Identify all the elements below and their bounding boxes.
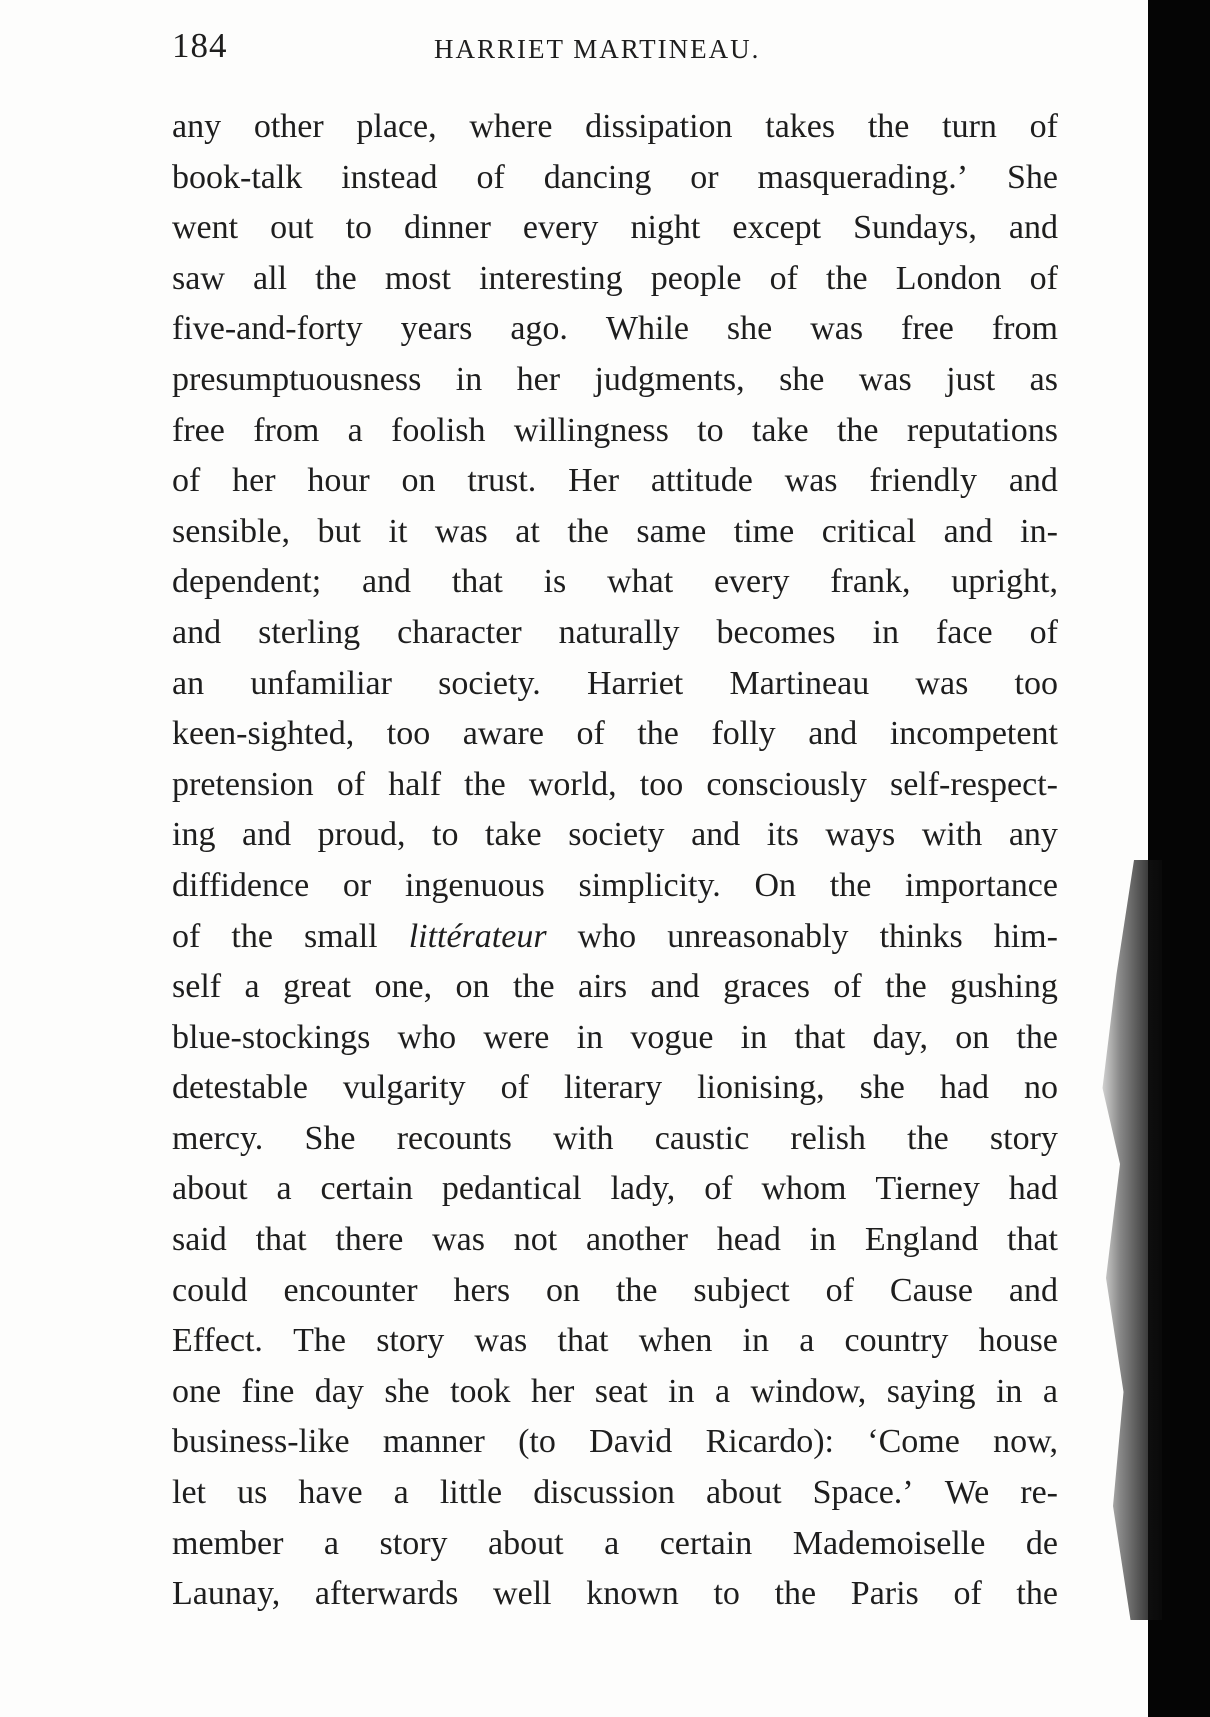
text-line: of the small littérateur who unreasonably thinks him- — [172, 917, 1058, 955]
page-number: 184 — [172, 26, 228, 65]
text-line: of her hour on trust. Her attitude was friendly and — [172, 462, 1058, 500]
text-line: business-like manner (to David Ricardo): ‘Come now, — [172, 1423, 1058, 1461]
scan-edge-fringe — [1092, 860, 1162, 1620]
text-line: about a certain pedantical lady, of whom Tierney had — [172, 1170, 1058, 1208]
text-line: sensible, but it was at the same time critical and in- — [172, 512, 1058, 550]
text-line: blue-stockings who were in vogue in that day, on the — [172, 1018, 1058, 1056]
text-line: diffidence or ingenuous simplicity. On the importance — [172, 866, 1058, 904]
text-line: said that there was not another head in England that — [172, 1221, 1058, 1259]
text-line: ing and proud, to take society and its ways with any — [172, 816, 1058, 854]
text-line: let us have a little discussion about Space.’ We re- — [172, 1474, 1058, 1512]
text-line: member a story about a certain Mademoiselle de — [172, 1524, 1058, 1562]
text-line: Launay, afterwards well known to the Paris of the — [172, 1575, 1058, 1613]
running-head: HARRIET MARTINEAU. — [434, 34, 761, 64]
text-line: book-talk instead of dancing or masquerading.’ She — [172, 158, 1058, 196]
text-line: keen-sighted, too aware of the folly and incompetent — [172, 715, 1058, 753]
body-text — [172, 102, 1058, 1620]
text-line: Effect. The story was that when in a country house — [172, 1322, 1058, 1360]
text-line: detestable vulgarity of literary lionising, she had no — [172, 1069, 1058, 1107]
text-line: five-and-forty years ago. While she was free from — [172, 310, 1058, 348]
italic-word: littérateur — [408, 917, 547, 955]
text-line: presumptuousness in her judgments, she was just as — [172, 360, 1058, 398]
text-line: one fine day she took her seat in a window, saying in a — [172, 1372, 1058, 1410]
text-line: went out to dinner every night except Sundays, and — [172, 209, 1058, 247]
text-line: an unfamiliar society. Harriet Martineau was too — [172, 664, 1058, 702]
text-line: free from a foolish willingness to take the reputations — [172, 411, 1058, 449]
text-line: dependent; and that is what every frank, upright, — [172, 563, 1058, 601]
text-line: mercy. She recounts with caustic relish the story — [172, 1119, 1058, 1157]
text-line: could encounter hers on the subject of Cause and — [172, 1271, 1058, 1309]
text-line: any other place, where dissipation takes the turn of — [172, 108, 1058, 145]
text-line: and sterling character naturally becomes in face of — [172, 613, 1058, 651]
page-header — [172, 26, 1058, 78]
text-line: saw all the most interesting people of the London of — [172, 259, 1058, 297]
text-line: pretension of half the world, too consciously self-respect- — [172, 765, 1058, 803]
text-line: self a great one, on the airs and graces of the gushing — [172, 968, 1058, 1006]
